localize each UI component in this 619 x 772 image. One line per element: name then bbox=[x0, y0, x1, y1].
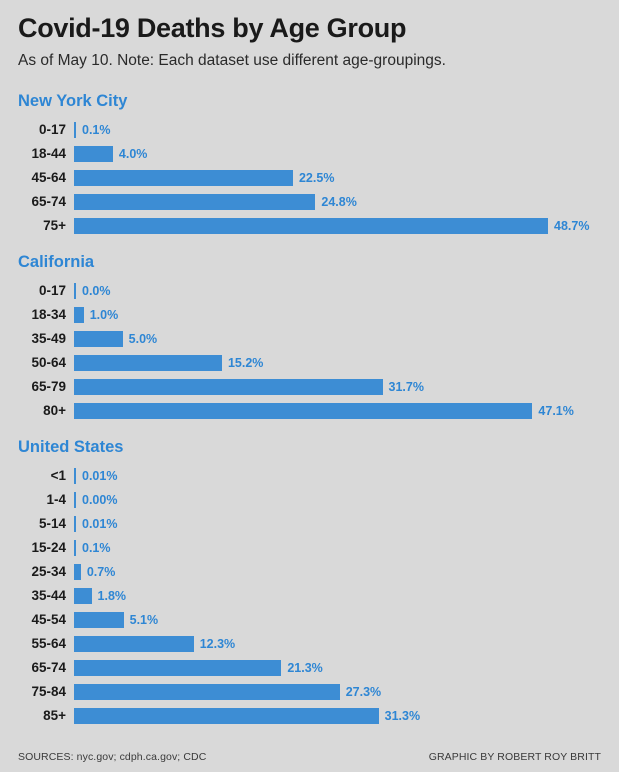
bar-track bbox=[74, 634, 601, 653]
bar-row bbox=[18, 658, 601, 677]
bar-category-label: 50-64 bbox=[31, 355, 66, 371]
bar-track bbox=[74, 192, 601, 211]
bar bbox=[74, 636, 194, 652]
bar bbox=[74, 379, 383, 395]
chart-section-nyc bbox=[18, 92, 601, 235]
bar-row bbox=[18, 538, 601, 557]
bar-rows-california bbox=[18, 281, 601, 420]
chart-title-united-states: United States bbox=[18, 438, 124, 457]
bar-row bbox=[18, 586, 601, 605]
bar-category-label: 55-64 bbox=[31, 636, 66, 652]
bar-category-label: 35-44 bbox=[31, 588, 66, 604]
bar-category-label: 15-24 bbox=[31, 540, 66, 556]
bar-value-label: 0.01% bbox=[82, 516, 118, 531]
chart-section-california bbox=[18, 253, 601, 420]
page-subtitle: As of May 10. Note: Each dataset use different age-groupings. bbox=[18, 51, 446, 69]
bar-track bbox=[74, 586, 601, 605]
bar bbox=[74, 403, 532, 419]
bar bbox=[74, 355, 222, 371]
bar-track bbox=[74, 610, 601, 629]
bar-category-label: 45-64 bbox=[31, 170, 66, 186]
bar-row bbox=[18, 144, 601, 163]
bar-row bbox=[18, 168, 601, 187]
bar-row bbox=[18, 281, 601, 300]
bar-category-label: 1-4 bbox=[46, 492, 66, 508]
bar-row bbox=[18, 706, 601, 725]
bar-track bbox=[74, 329, 601, 348]
bar bbox=[74, 146, 113, 162]
bar-value-label: 1.8% bbox=[97, 588, 127, 603]
footer bbox=[18, 751, 601, 763]
bar-track bbox=[74, 144, 601, 163]
bar-row bbox=[18, 610, 601, 629]
bar bbox=[74, 331, 123, 347]
footer-sources: SOURCES: nyc.gov; cdph.ca.gov; CDC bbox=[18, 751, 207, 763]
bar-category-label: 18-44 bbox=[31, 146, 66, 162]
bar-category-label: 5-14 bbox=[38, 516, 66, 532]
bar-row bbox=[18, 634, 601, 653]
bar-track bbox=[74, 305, 601, 324]
bar-row bbox=[18, 490, 601, 509]
bar-row bbox=[18, 353, 601, 372]
bar-row bbox=[18, 120, 601, 139]
bar-track bbox=[74, 562, 601, 581]
bar-rows-nyc bbox=[18, 120, 601, 235]
bar-track bbox=[74, 120, 601, 139]
bar-track bbox=[74, 216, 601, 235]
bar-category-label: 65-74 bbox=[31, 194, 66, 210]
bar-track bbox=[74, 466, 601, 485]
bar-track bbox=[74, 490, 601, 509]
bar-value-label: 24.8% bbox=[321, 194, 357, 209]
bar-value-label: 48.7% bbox=[554, 218, 590, 233]
bar-row bbox=[18, 377, 601, 396]
bar-value-label: 0.0% bbox=[82, 283, 111, 298]
bar bbox=[74, 588, 92, 604]
bar-row bbox=[18, 216, 601, 235]
bar-value-label: 0.01% bbox=[82, 468, 118, 483]
bar bbox=[74, 194, 315, 210]
bar-value-label: 4.0% bbox=[118, 146, 148, 161]
bar-value-label: 0.1% bbox=[82, 540, 111, 555]
bar-category-label: 0-17 bbox=[38, 283, 66, 299]
bar-category-label: 65-74 bbox=[31, 660, 66, 676]
bar-row bbox=[18, 682, 601, 701]
chart-title-nyc: New York City bbox=[18, 92, 128, 111]
bar-value-label: 15.2% bbox=[227, 355, 264, 370]
bar-value-label: 12.3% bbox=[199, 636, 236, 651]
bar-value-label: 0.7% bbox=[86, 564, 116, 579]
bar-track bbox=[74, 658, 601, 677]
bar-track bbox=[74, 706, 601, 725]
bar-category-label: 45-54 bbox=[31, 612, 66, 628]
bar bbox=[74, 660, 281, 676]
chart-section-united-states bbox=[18, 438, 601, 725]
bar-value-label: 31.3% bbox=[384, 708, 421, 723]
bar bbox=[74, 708, 379, 724]
bar-category-label: 75+ bbox=[43, 218, 66, 234]
page-title: Covid-19 Deaths by Age Group bbox=[18, 13, 407, 43]
bar-category-label: 65-79 bbox=[31, 379, 66, 395]
bar-category-label: 85+ bbox=[43, 708, 66, 724]
bar-value-label: 27.3% bbox=[345, 684, 382, 699]
bar-value-label: 1.0% bbox=[89, 307, 119, 322]
bar-category-label: 0-17 bbox=[38, 122, 66, 138]
bar bbox=[74, 218, 548, 234]
bar-category-label: 25-34 bbox=[31, 564, 66, 580]
bar-track bbox=[74, 377, 601, 396]
bar-value-label: 0.1% bbox=[82, 122, 111, 137]
bar-track bbox=[74, 353, 601, 372]
bar-value-label: 47.1% bbox=[538, 403, 574, 418]
bar-row bbox=[18, 192, 601, 211]
bar-value-label: 31.7% bbox=[388, 379, 424, 394]
bar-track bbox=[74, 281, 601, 300]
bar bbox=[74, 307, 84, 323]
bar-rows-united-states bbox=[18, 466, 601, 725]
bar-track bbox=[74, 168, 601, 187]
bar-row bbox=[18, 329, 601, 348]
bar-value-label: 5.0% bbox=[128, 331, 158, 346]
bar-track bbox=[74, 538, 601, 557]
bar-row bbox=[18, 514, 601, 533]
bar-category-label: 18-34 bbox=[31, 307, 66, 323]
bar-track bbox=[74, 514, 601, 533]
bar-row bbox=[18, 562, 601, 581]
bar-category-label: 35-49 bbox=[31, 331, 66, 347]
bar bbox=[74, 684, 340, 700]
bar bbox=[74, 564, 81, 580]
bar-value-label: 0.00% bbox=[82, 492, 118, 507]
bar-track bbox=[74, 682, 601, 701]
bar-value-label: 22.5% bbox=[298, 170, 335, 185]
bar-row bbox=[18, 466, 601, 485]
bar-category-label: 75-84 bbox=[31, 684, 66, 700]
footer-credit: GRAPHIC BY ROBERT ROY BRITT bbox=[428, 751, 601, 763]
chart-title-california: California bbox=[18, 253, 95, 272]
bar-track bbox=[74, 401, 601, 420]
bar-value-label: 21.3% bbox=[287, 660, 323, 675]
bar-row bbox=[18, 401, 601, 420]
bar-category-label: <1 bbox=[50, 468, 66, 484]
bar-category-label: 80+ bbox=[43, 403, 66, 419]
bar-row bbox=[18, 305, 601, 324]
bar bbox=[74, 170, 293, 186]
bar-value-label: 5.1% bbox=[129, 612, 159, 627]
bar bbox=[74, 612, 124, 628]
